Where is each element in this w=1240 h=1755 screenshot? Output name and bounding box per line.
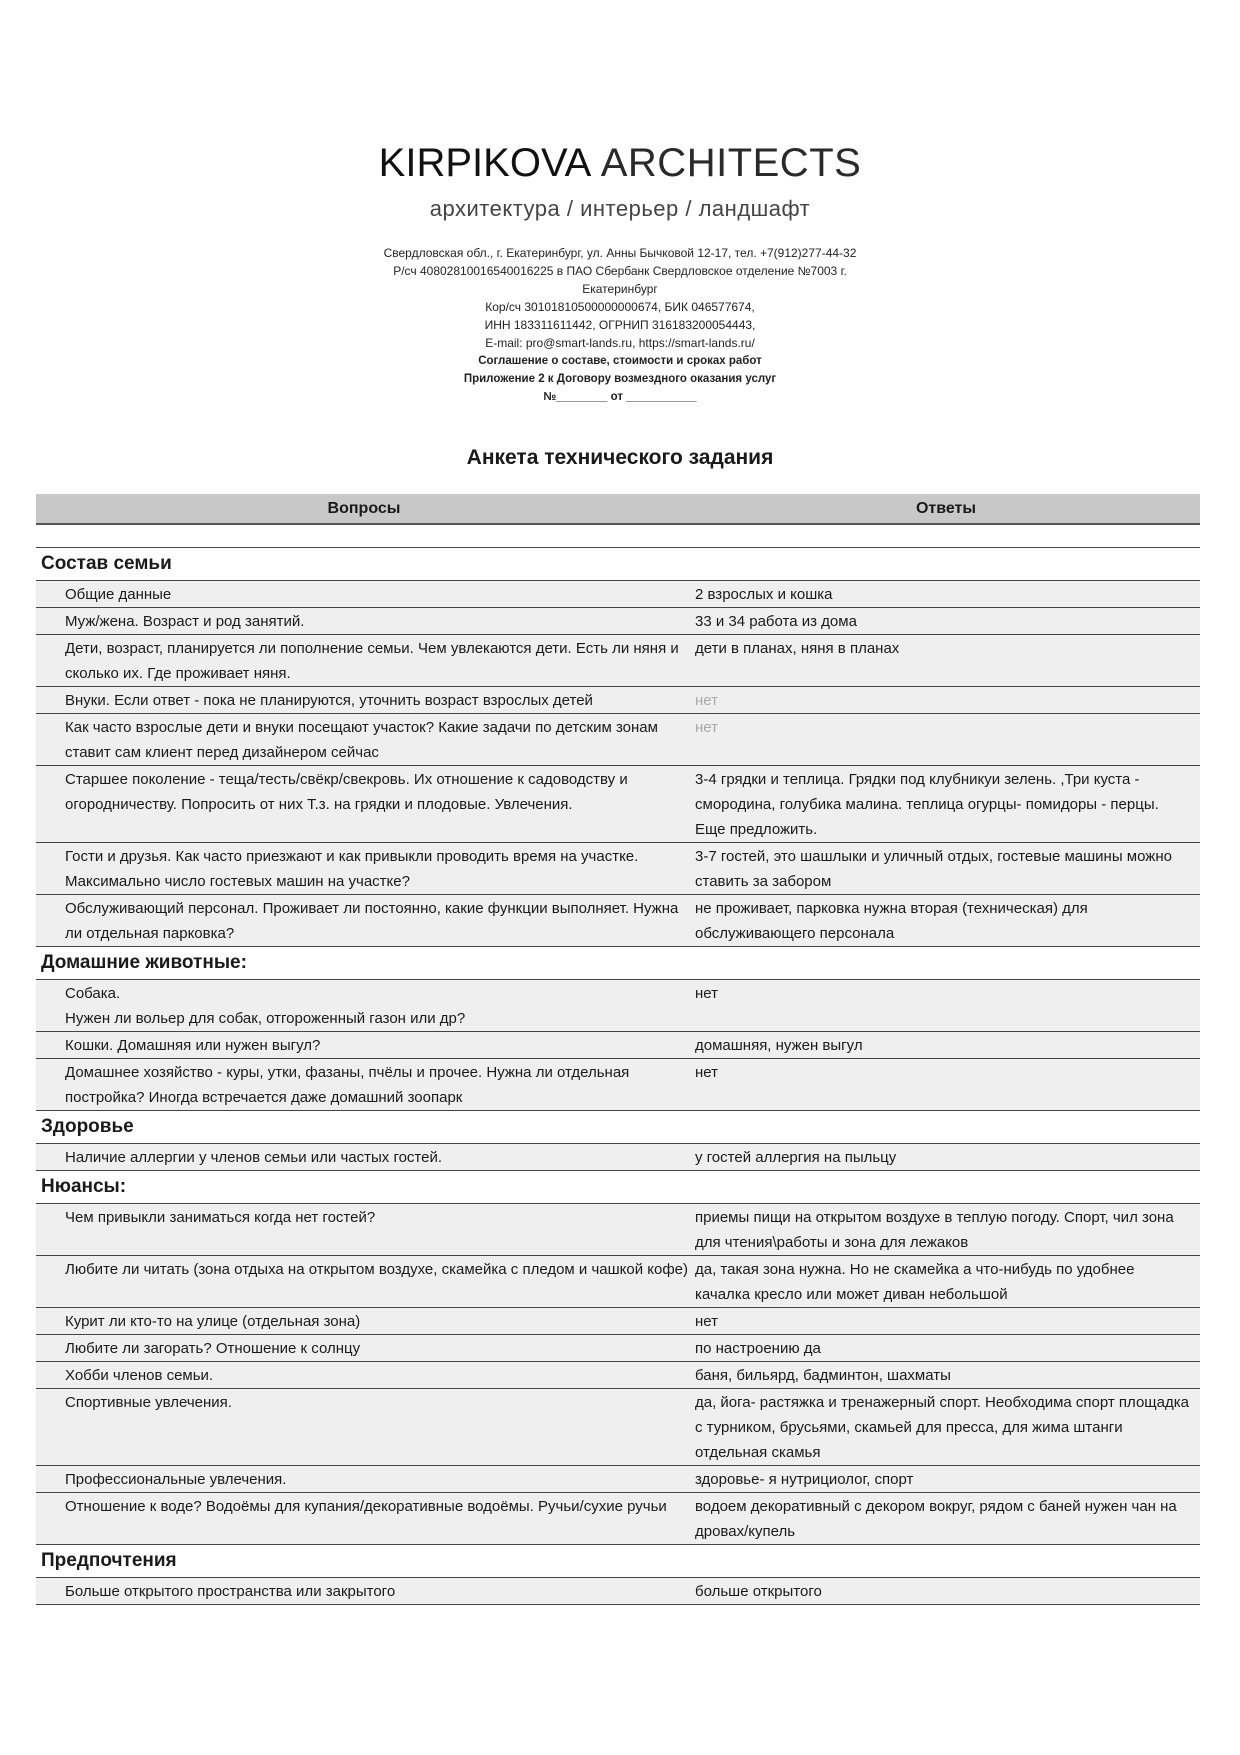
question-cell: Гости и друзья. Как часто приезжают и как привыкли проводить время на участке. Максимально число гостевых машин на участке? (65, 848, 639, 890)
section-title: Домашние животные: (36, 947, 1200, 980)
answer-cell: не проживает, парковка нужна вторая (техническая) для обслуживающего персонала (695, 900, 1088, 942)
table-body (36, 548, 1200, 1605)
table-row (36, 581, 1200, 608)
question-cell: Внуки. Если ответ - пока не планируются, уточнить возраст взрослых детей (65, 692, 593, 709)
question-cell: Дети, возраст, планируется ли пополнение семьи. Чем увлекаются дети. Есть ли няня и сколько их. Где проживает няня. (65, 640, 679, 682)
table-row (36, 980, 1200, 1032)
company-header (0, 140, 1240, 222)
requisites-inn: ИНН 183311611442, ОГРНИП 316183200054443, (484, 318, 756, 332)
table-row (36, 1466, 1200, 1493)
question-cell: Профессиональные увлечения. (65, 1471, 287, 1488)
question-cell: Любите ли загорать? Отношение к солнцу (65, 1340, 361, 1357)
table-row (36, 1144, 1200, 1171)
page-title: Анкета технического задания (466, 446, 774, 469)
answer-cell: приемы пищи на открытом воздухе в теплую погоду. Спорт, чил зона для чтения\работы и зона для лежаков (695, 1209, 1174, 1251)
table-row (36, 1256, 1200, 1308)
table-row (36, 843, 1200, 895)
answer-cell: у гостей аллергия на пыльцу (695, 1149, 897, 1166)
answer-cell: домашняя, нужен выгул (695, 1037, 863, 1054)
answer-cell: нет (695, 1064, 718, 1081)
question-cell: Отношение к воде? Водоёмы для купания/декоративные водоёмы. Ручьи/сухие ручьи (65, 1498, 667, 1515)
answer-cell: да, такая зона нужна. Но не скамейка а что-нибудь по удобнее качалка кресло или может диван небольшой (695, 1261, 1135, 1303)
appendix-title: Приложение 2 к Договору возмездного оказания услуг (463, 373, 777, 385)
question-cell: Муж/жена. Возраст и род занятий. (65, 613, 305, 630)
question-cell: Курит ли кто-то на улице (отдельная зона) (65, 1313, 361, 1330)
questionnaire-table (36, 494, 1200, 1605)
table-row (36, 1493, 1200, 1545)
question-cell: Чем привыкли заниматься когда нет гостей? (65, 1209, 376, 1226)
answer-cell: нет (695, 1313, 718, 1330)
answer-cell: больше открытого (695, 1583, 822, 1600)
table-row (36, 1308, 1200, 1335)
answer-cell: баня, бильярд, бадминтон, шахматы (695, 1367, 951, 1384)
question-cell: Домашнее хозяйство - куры, утки, фазаны, пчёлы и прочее. Нужна ли отдельная постройка? Иногда встречается даже домашний зоопарк (65, 1064, 630, 1106)
company-logo (0, 140, 1240, 186)
brand-name-bold: KIRPIKOVA (378, 141, 592, 185)
question-cell: Как часто взрослые дети и внуки посещают участок? Какие задачи по детским зонам ставит сам клиент перед дизайнером сейчас (65, 719, 658, 761)
question-cell: Кошки. Домашняя или нужен выгул? (65, 1037, 321, 1054)
question-cell: Больше открытого пространства или закрытого (65, 1583, 396, 1600)
answer-cell: 33 и 34 работа из дома (695, 613, 857, 630)
table-row (36, 635, 1200, 687)
requisites-address: Свердловская обл., г. Екатеринбург, ул. Анны Бычковой 12-17, тел. +7(912)277-44-32 (383, 246, 857, 260)
table-row (36, 1204, 1200, 1256)
table-row (36, 1578, 1200, 1605)
table-row (36, 766, 1200, 843)
company-requisites (370, 244, 870, 406)
answer-cell: водоем декоративный с декором вокруг, рядом с баней нужен чан на дровах/купель (695, 1498, 1177, 1540)
table-row (36, 1059, 1200, 1111)
answer-cell: дети в планах, няня в планах (695, 640, 900, 657)
requisites-city: Екатеринбург (582, 282, 658, 296)
requisites-email: E-mail: pro@smart-lands.ru, https://smart-lands.ru/ (485, 336, 755, 350)
question-cell: Обслуживающий персонал. Проживает ли постоянно, какие функции выполняет. Нужна ли отдельная парковка? (65, 900, 679, 942)
column-header-questions: Вопросы (327, 499, 401, 517)
brand-name-light: ARCHITECTS (600, 141, 862, 185)
question-cell: Собака. Нужен ли вольер для собак, отгороженный газон или др? (65, 985, 466, 1027)
question-cell: Старшее поколение - теща/тесть/свёкр/свекровь. Их отношение к садоводству и огородничеству. Попросить от них Т.з. на грядки и плодовые. Увлечения. (65, 771, 628, 813)
section-title: Состав семьи (36, 548, 1200, 581)
answer-cell: да, йога- растяжка и тренажерный спорт. Необходима спорт площадка с турником, брусьями, скамьей для пресса, для жима штанги отдельная скамья (695, 1394, 1189, 1461)
table-row (36, 1362, 1200, 1389)
requisites-corr-account: Кор/сч 30101810500000000674, БИК 046577674, (485, 300, 755, 314)
table-spacer (36, 525, 1200, 548)
table-header (36, 494, 1200, 525)
answer-cell: нет (695, 719, 718, 736)
company-tagline: архитектура / интерьер / ландшафт (429, 196, 811, 221)
question-cell: Общие данные (65, 586, 172, 603)
question-cell: Наличие аллергии у членов семьи или частых гостей. (65, 1149, 443, 1166)
table-row (36, 1389, 1200, 1466)
contract-number-line: №________ от ___________ (543, 391, 697, 403)
section-title: Предпочтения (36, 1545, 1200, 1578)
section-title: Здоровье (36, 1111, 1200, 1144)
table-row (36, 714, 1200, 766)
answer-cell: нет (695, 692, 718, 709)
answer-cell: по настроению да (695, 1340, 821, 1357)
table-row (36, 1335, 1200, 1362)
answer-cell: 3-7 гостей, это шашлыки и уличный отдых, гостевые машины можно ставить за забором (695, 848, 1172, 890)
answer-cell: нет (695, 985, 718, 1002)
requisites-account: Р/сч 40802810016540016225 в ПАО Сбербанк Свердловское отделение №7003 г. (393, 264, 847, 278)
answer-cell: 3-4 грядки и теплица. Грядки под клубникуи зелень. ,Три куста - смородина, голубика малина. теплица огурцы- помидоры - перцы. Еще предложить. (695, 771, 1159, 838)
table-row (36, 687, 1200, 714)
answer-cell: здоровье- я нутрициолог, спорт (695, 1471, 914, 1488)
column-header-answers: Ответы (915, 499, 977, 517)
table-row (36, 895, 1200, 947)
question-cell: Любите ли читать (зона отдыха на открытом воздухе, скамейка с пледом и чашкой кофе) (65, 1261, 689, 1278)
agreement-title: Соглашение о составе, стоимости и сроках работ (478, 355, 762, 367)
question-cell: Спортивные увлечения. (65, 1394, 232, 1411)
table-row (36, 608, 1200, 635)
table-row (36, 1032, 1200, 1059)
question-cell: Хобби членов семьи. (65, 1367, 214, 1384)
answer-cell: 2 взрослых и кошка (695, 586, 833, 603)
section-title: Нюансы: (36, 1171, 1200, 1204)
